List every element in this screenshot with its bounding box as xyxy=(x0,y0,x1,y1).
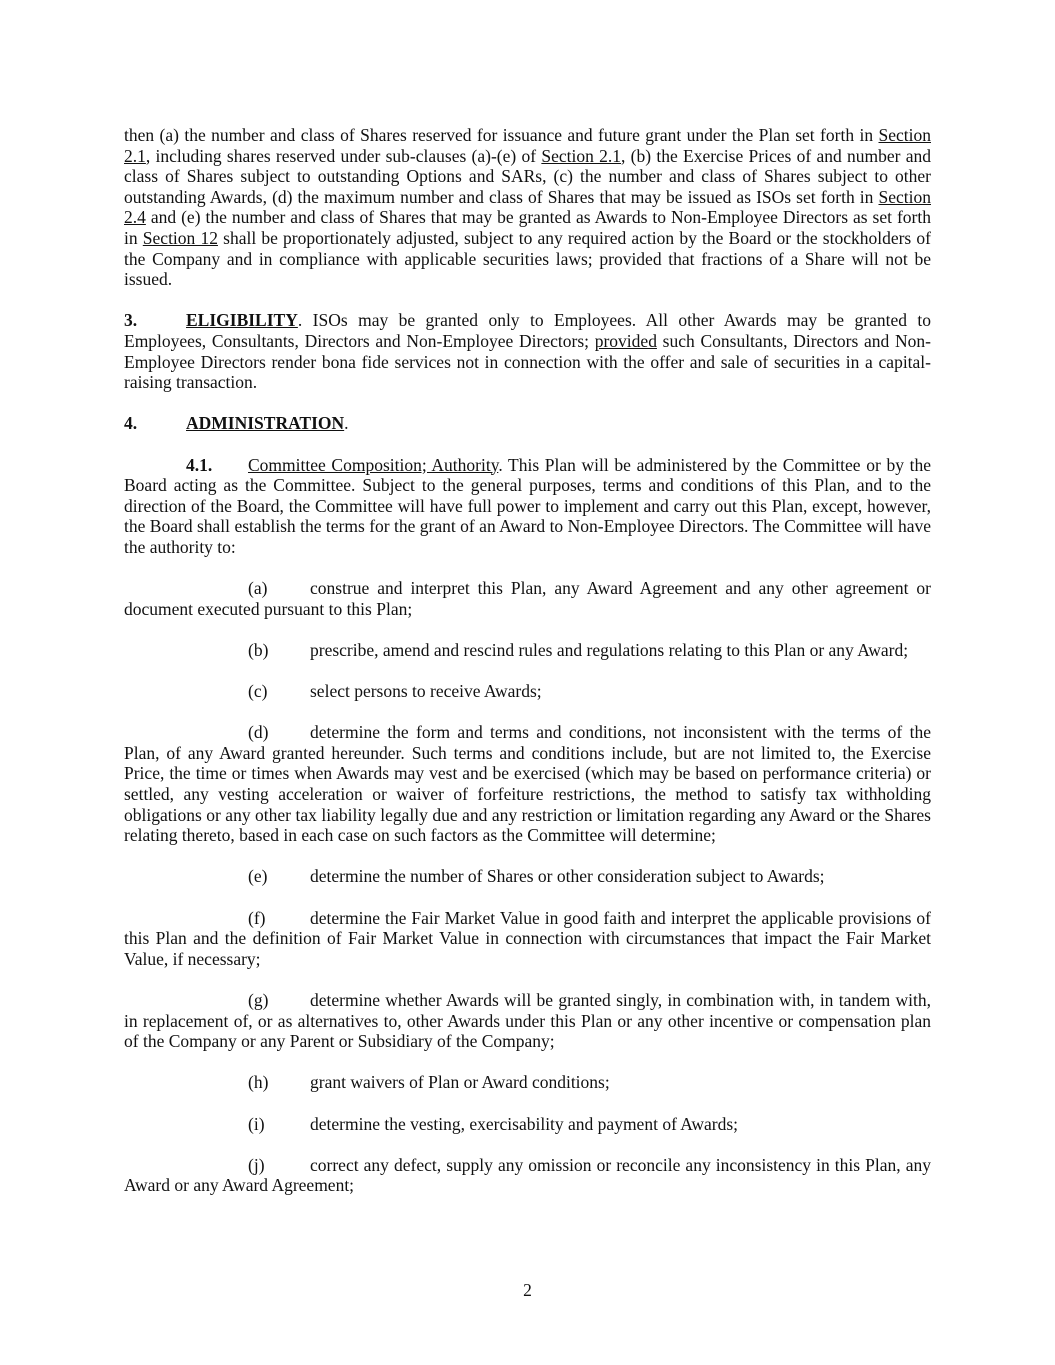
list-item xyxy=(124,1072,931,1093)
list-item xyxy=(124,866,931,887)
list-item-text: determine the Fair Market Value in good faith and interpret the applicable provisions of this Plan and the definition of Fair Market Value in connection with circumstances that impact the Fair Market Value, if necessary; xyxy=(124,907,931,969)
list-item-text: determine the vesting, exercisability and payment of Awards; xyxy=(310,1113,738,1134)
section-heading: ELIGIBILITY xyxy=(186,310,298,331)
list-item xyxy=(124,578,931,619)
list-item-label: (d) xyxy=(248,722,269,743)
list-item-label: (e) xyxy=(248,866,268,887)
list-item xyxy=(124,640,931,661)
section-2-4-reference: Section 2.4 xyxy=(124,186,931,228)
section-12-reference: Section 12 xyxy=(142,227,218,248)
list-item xyxy=(124,990,931,1052)
provided-term: provided xyxy=(594,330,657,351)
authority-list xyxy=(124,578,931,1196)
list-item-label: (b) xyxy=(248,639,269,660)
list-item-label: (a) xyxy=(248,578,268,599)
list-item-text: determine the number of Shares or other consideration subject to Awards; xyxy=(310,866,825,887)
section-4-administration: 4. ADMINISTRATION. xyxy=(124,413,349,434)
subsection-heading: Committee Composition; Authority xyxy=(248,454,499,475)
intro-paragraph: then (a) the number and class of Shares reserved for issuance and future grant under the Plan set forth in Section 2.1, including shares reserved under sub-clauses (a)-(e) of Section 2.1, (b) the Exercise Prices of and number and class of Shares subject to outstanding Options and SARs, (c) the number and class of Shares subject to other outstanding Awards, (d) the maximum number and class of Shares that may be issued as ISOs set forth in Section 2.4 and (e) the number and class of Shares that may be granted as Awards to Non-Employee Directors as set forth in Section 12 shall be proportionately adjusted, subject to any required action by the Board or the stockholders of the Company and in compliance with applicable securities laws; provided that fractions of a Share will not be issued. xyxy=(124,125,931,290)
section-number: 4. xyxy=(124,413,138,434)
document-page xyxy=(124,125,931,1196)
list-item-text: determine the form and terms and conditions, not inconsistent with the terms of the Plan, of any Award granted hereunder. Such terms and conditions include, but are not limited to, the Exercise Price, the time or times when Awards may vest and be exercised (which may be based on performance criteria) or settled, any vesting acceleration or waiver of forfeiture restrictions, the method to satisfy tax withholding obligations or any other tax liability legally due and any restriction or limitation regarding any Award or the Shares relating thereto, based in each case on such factors as the Committee will determine; xyxy=(124,722,931,846)
subsection-4-1: 4.1. Committee Composition; Authority. This Plan will be administered by the Committee or by the Board acting as the Committee. Subject to the general purposes, terms and conditions of this Plan, and to the direction of the Board, the Committee will have full power to implement and carry out this Plan, except, however, the Board shall establish the terms for the grant of an Award to Non-Employee Directors. The Committee will have the authority to: xyxy=(124,454,931,557)
list-item xyxy=(124,908,931,970)
list-item-label: (f) xyxy=(248,907,266,928)
list-item xyxy=(124,681,931,702)
section-2-1-reference: Section 2.1 xyxy=(541,145,622,166)
section-3-eligibility: 3. ELIGIBILITY. ISOs may be granted only to Employees. All other Awards may be granted to Employees, Consultants, Directors and Non-Employee Directors; provided such Consultants, Directors and Non-Employee Directors render bona fide services not in connection with the offer and sale of securities in a capital-raising transaction. xyxy=(124,310,931,393)
list-item-text: grant waivers of Plan or Award conditions; xyxy=(310,1072,610,1093)
list-item-label: (j) xyxy=(248,1154,265,1175)
list-item-text: correct any defect, supply any omission or reconcile any inconsistency in this Plan, any Award or any Award Agreement; xyxy=(124,1154,931,1196)
section-2-1-reference: Section 2.1 xyxy=(124,125,931,166)
subsection-number: 4.1. xyxy=(186,454,213,475)
list-item-label: (h) xyxy=(248,1072,269,1093)
list-item xyxy=(124,722,931,846)
list-item-label: (i) xyxy=(248,1113,265,1134)
list-item-label: (c) xyxy=(248,681,268,702)
list-item-text: select persons to receive Awards; xyxy=(310,681,542,702)
list-item-text: prescribe, amend and rescind rules and regulations relating to this Plan or any Award; xyxy=(310,639,909,660)
page-number: 2 xyxy=(523,1280,532,1300)
list-item-text: construe and interpret this Plan, any Award Agreement and any other agreement or document executed pursuant to this Plan; xyxy=(124,578,931,619)
list-item xyxy=(124,1155,931,1196)
section-heading: ADMINISTRATION xyxy=(186,413,345,434)
list-item-label: (g) xyxy=(248,989,269,1010)
list-item xyxy=(124,1114,931,1135)
section-number: 3. xyxy=(124,310,138,331)
list-item-text: determine whether Awards will be granted singly, in combination with, in tandem with, in replacement of, or as alternatives to, other Awards under this Plan or any other incentive or compensation plan of the Company or any Parent or Subsidiary of the Company; xyxy=(124,989,931,1052)
